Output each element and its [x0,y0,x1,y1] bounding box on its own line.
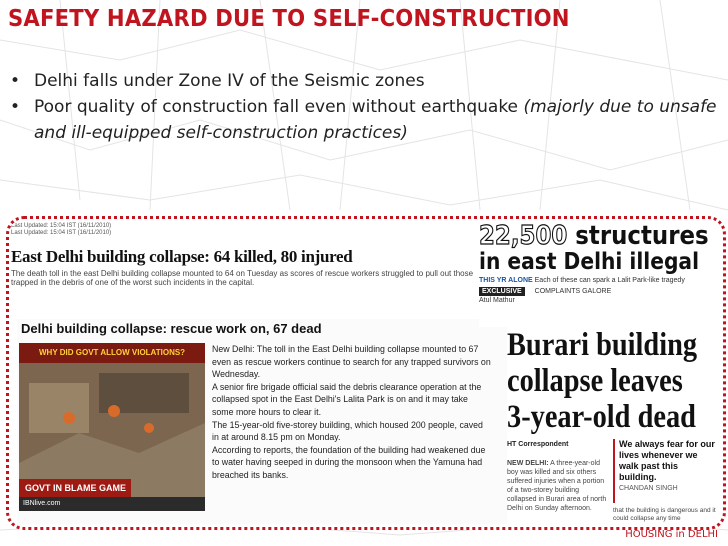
clipping-burari [507,327,719,523]
clipping-subline: The death toll in the east Delhi building collapse mounted to 64 on Tuesday as scores of rescue workers struggled to pull out those trapped in the debris of one of the worst such incidents in the capital. [11,269,474,287]
exclusive-badge: EXCLUSIVE [479,287,525,296]
tag-label: THIS YR ALONE [479,277,533,284]
slide-title: SAFETY HAZARD DUE TO SELF-CONSTRUCTION [8,6,570,32]
tv-strap: GOVT IN BLAME GAME [19,479,131,497]
clipping-headline [507,327,698,435]
article-line: collapsed spot in the East Delhi's Lalita Park is on and it may take [212,394,468,405]
clipping-east-delhi [11,223,481,291]
tag-row [479,277,717,284]
bullet-text: Poor quality of construction fall even without earthquake [34,97,524,117]
structures-number: 22,500 [479,221,568,251]
news-clippings-frame [6,216,726,530]
article-line: A senior fire brigade official said the debris clearance operation at the [212,381,482,392]
burari-quote-box [613,439,717,503]
article-line: in at around 8.15 pm on Monday. [212,432,341,443]
burari-dateline: NEW DELHI: [507,460,549,467]
structures-word: structures [575,221,709,251]
burari-byline: HT Correspondent [507,441,569,448]
clipping-illegal-structures [479,223,717,327]
clipping-author: Atul Mathur [479,297,515,304]
article-line: New Delhi: The toll in the East Delhi building collapse mounted to 67 [212,344,479,354]
exclusive-row [479,288,717,295]
bullet-dot: • [10,71,21,91]
clipping-rescue-work [17,319,507,524]
clipping-article [212,343,504,482]
article-line: to water having seeped in during the monsoon when the Yamuna had [212,457,483,468]
tv-logo: IBNlive.com [19,497,205,511]
tv-banner: WHY DID GOVT ALLOW VIOLATIONS? [19,343,205,363]
bullet-italic-note: (majorly due to unsafe and ill-equipped self-construction practices) [34,97,717,143]
tv-news-photo [19,343,205,511]
bullet-item [8,68,723,94]
footer-label: HOUSING in DELHI [625,529,718,540]
headline-line: Burari building [507,327,698,363]
article-line: breached its banks. [212,469,289,480]
burari-quote: We always fear for our lives whenever we walk past this building. [619,439,715,482]
tag-text: Each of these can spark a Lalit Park-like tragedy [534,277,685,284]
burari-caption: that the building is dangerous and it could collapse any time [613,507,716,522]
article-line: even as rescue workers continue to search for any trapped survivors on [212,356,491,367]
headline-line: 3-year-old dead [507,399,696,435]
clipping-dateline: Last Updated: 15:04 IST (16/11/2010) [11,223,112,229]
burari-quote-name: CHANDAN SINGH [619,485,678,492]
article-line: According to reports, the foundation of the building had weakened due [212,444,486,455]
burari-text: A three-year-old boy was killed and six others suffered injuries when a portion of a two-storey building collapsed in Burari area of north Delhi on Sunday afternoon. [507,460,607,512]
clipping-headline-line2: in east Delhi illegal [479,249,700,275]
clipping-dateline: Last Updated: 15:04 IST (16/11/2010) [11,230,112,236]
article-line: some more hours to clear it. [212,406,322,417]
burari-snippet [507,459,609,519]
clipping-headline: East Delhi building collapse: 64 killed, 80 injured [11,247,353,266]
clipping-headline: Delhi building collapse: rescue work on, 67 dead [21,321,322,336]
clipping-headline [479,221,709,251]
bullet-text: Delhi falls under Zone IV of the Seismic zones [34,71,425,91]
complaints-label: COMPLAINTS GALORE [534,288,612,295]
bullet-dot: • [10,97,21,117]
article-line: The 15-year-old five-storey building, which housed 200 people, caved [212,419,483,430]
article-line: Wednesday. [212,369,261,380]
bullet-item [8,94,723,146]
headline-line: collapse leaves [507,363,683,399]
bullet-list [8,68,723,146]
